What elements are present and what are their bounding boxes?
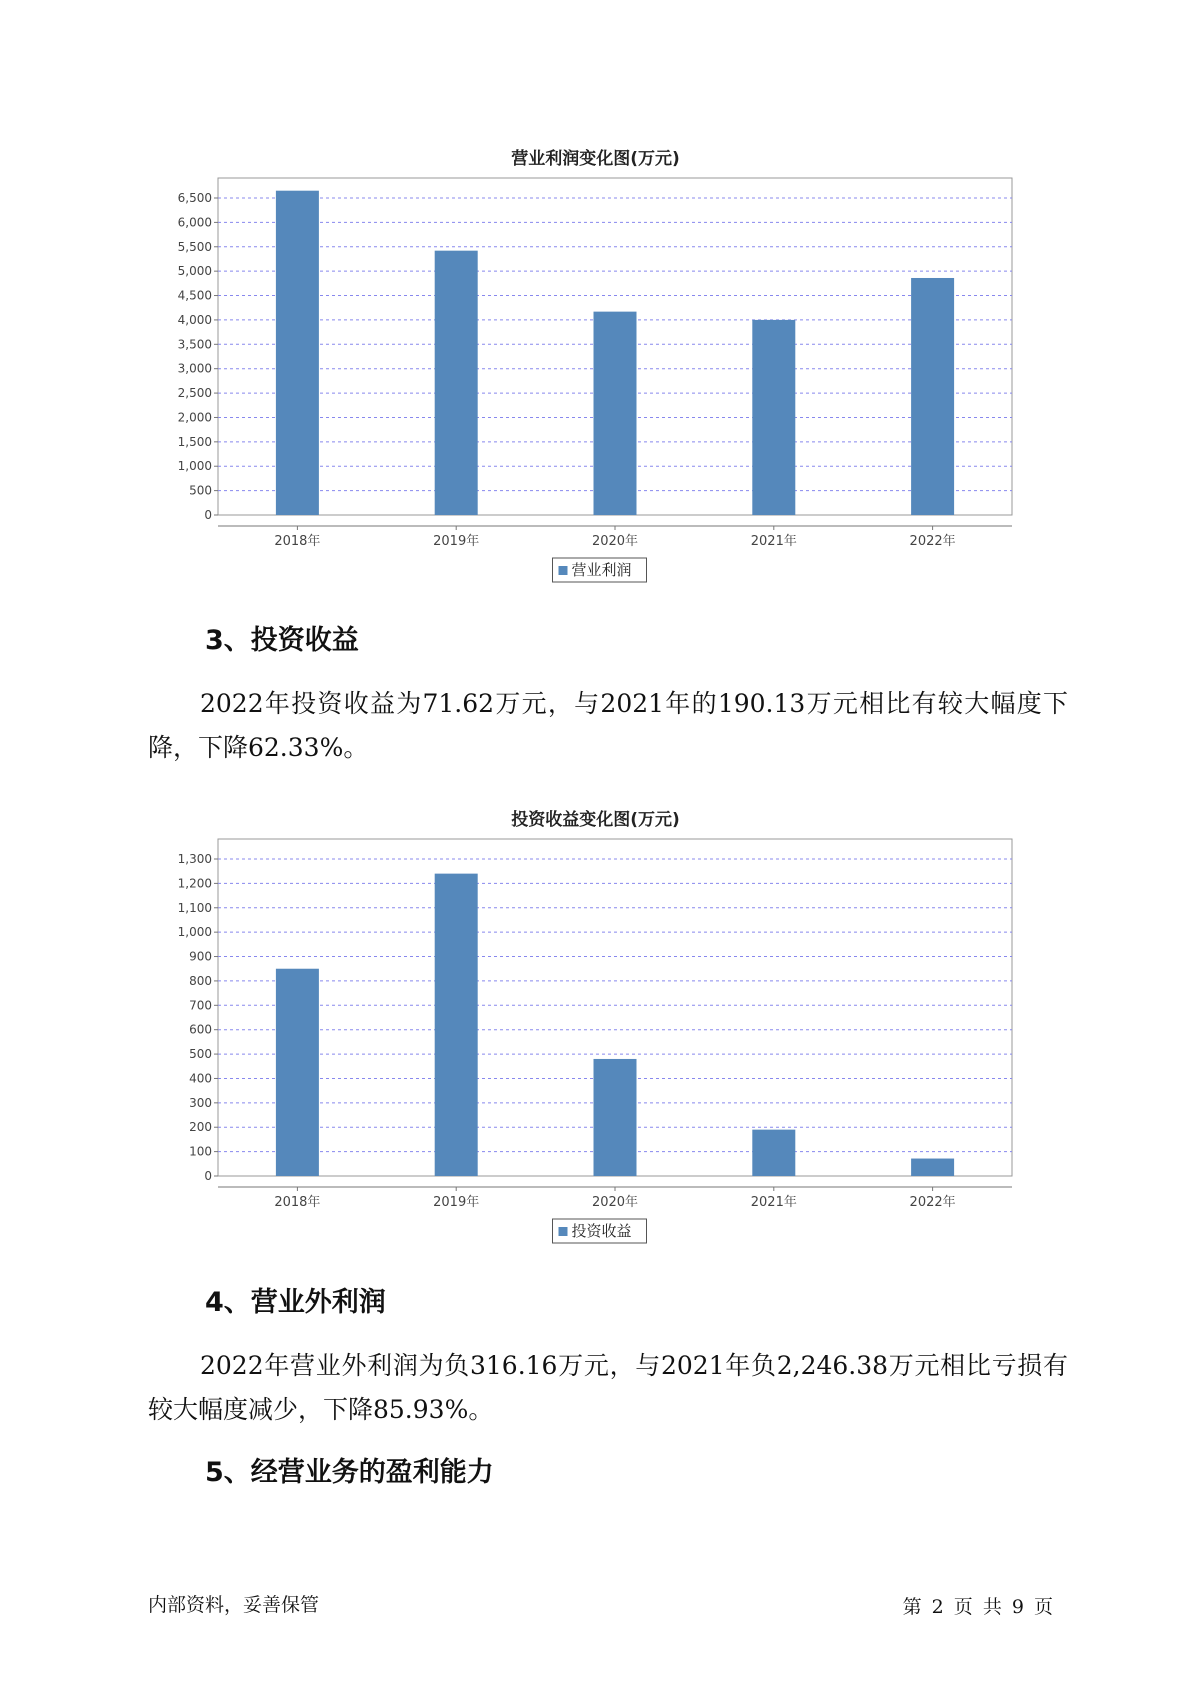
y-tick-label: 500: [189, 1047, 212, 1062]
y-tick-label: 6,000: [177, 215, 212, 230]
y-tick-label: 900: [189, 949, 212, 964]
x-tick-label: 2022年: [909, 534, 956, 549]
section-4-paragraph: 2022年营业外利润为负316.16万元，与2021年负2,246.38万元相比亏损有较大幅度减少，下降85.93%。: [148, 1351, 1068, 1424]
y-tick-label: 700: [189, 998, 212, 1013]
x-tick-label: 2020年: [591, 1195, 639, 1210]
legend-swatch: [559, 1227, 568, 1236]
bar-2020年: [594, 1059, 637, 1176]
y-tick-label: 200: [189, 1120, 212, 1135]
y-tick-label: 1,000: [177, 459, 212, 474]
x-tick-label: 2021年: [750, 534, 797, 549]
y-tick-label: 0: [204, 1169, 212, 1183]
legend-swatch: [559, 566, 568, 575]
investment-income-chart: [0, 837, 1191, 1257]
y-tick-label: 400: [189, 1071, 212, 1086]
x-tick-label: 2021年: [750, 1195, 797, 1210]
section-5-heading: 5、经营业务的盈利能力: [205, 1457, 494, 1488]
bar-2021年: [752, 320, 795, 515]
x-tick-label: 2022年: [909, 1195, 956, 1210]
footer-confidential-note: 内部资料，妥善保管: [148, 1594, 320, 1616]
legend-label: 投资收益: [571, 1222, 632, 1240]
bar-2020年: [594, 312, 637, 515]
y-tick-label: 1,500: [177, 434, 212, 449]
y-tick-label: 800: [189, 973, 212, 988]
y-tick-label: 5,500: [177, 239, 212, 254]
operating-profit-chart: [0, 176, 1191, 596]
y-tick-label: 2,500: [177, 386, 212, 401]
bar-2022年: [911, 1159, 954, 1176]
y-tick-label: 600: [189, 1022, 212, 1037]
x-tick-label: 2019年: [433, 534, 480, 549]
bar-2019年: [435, 251, 478, 515]
y-tick-label: 4,500: [177, 288, 212, 303]
y-tick-label: 1,000: [177, 925, 212, 940]
y-tick-label: 1,100: [177, 900, 212, 915]
y-tick-label: 500: [189, 483, 212, 498]
chart2-title: 投资收益变化图(万元): [511, 810, 680, 830]
y-tick-label: 0: [204, 508, 212, 522]
footer-page-number: 第 2 页 共 9 页: [902, 1596, 1053, 1618]
y-tick-label: 6,500: [177, 191, 212, 205]
section-4-heading: 4、营业外利润: [205, 1287, 386, 1318]
y-tick-label: 1,300: [177, 852, 212, 866]
legend-label: 营业利润: [571, 561, 632, 579]
x-tick-label: 2018年: [274, 1195, 321, 1210]
bar-2018年: [276, 969, 319, 1176]
y-tick-label: 3,000: [177, 361, 212, 376]
chart1-title: 营业利润变化图(万元): [511, 149, 680, 169]
section-3-heading: 3、投资收益: [205, 625, 359, 656]
y-tick-label: 1,200: [177, 876, 212, 891]
bar-2018年: [276, 191, 319, 515]
y-tick-label: 3,500: [177, 337, 212, 352]
y-tick-label: 5,000: [177, 264, 212, 279]
x-tick-label: 2020年: [591, 534, 639, 549]
section-3-paragraph: 2022年投资收益为71.62万元，与2021年的190.13万元相比有较大幅度下降，下降62.33%。: [148, 689, 1068, 762]
y-tick-label: 100: [189, 1144, 212, 1159]
bar-2019年: [435, 874, 478, 1176]
bar-2021年: [752, 1130, 795, 1176]
x-tick-label: 2018年: [274, 534, 321, 549]
y-tick-label: 2,000: [177, 410, 212, 425]
y-tick-label: 4,000: [177, 312, 212, 327]
x-tick-label: 2019年: [433, 1195, 480, 1210]
y-tick-label: 300: [189, 1095, 212, 1110]
bar-2022年: [911, 278, 954, 515]
